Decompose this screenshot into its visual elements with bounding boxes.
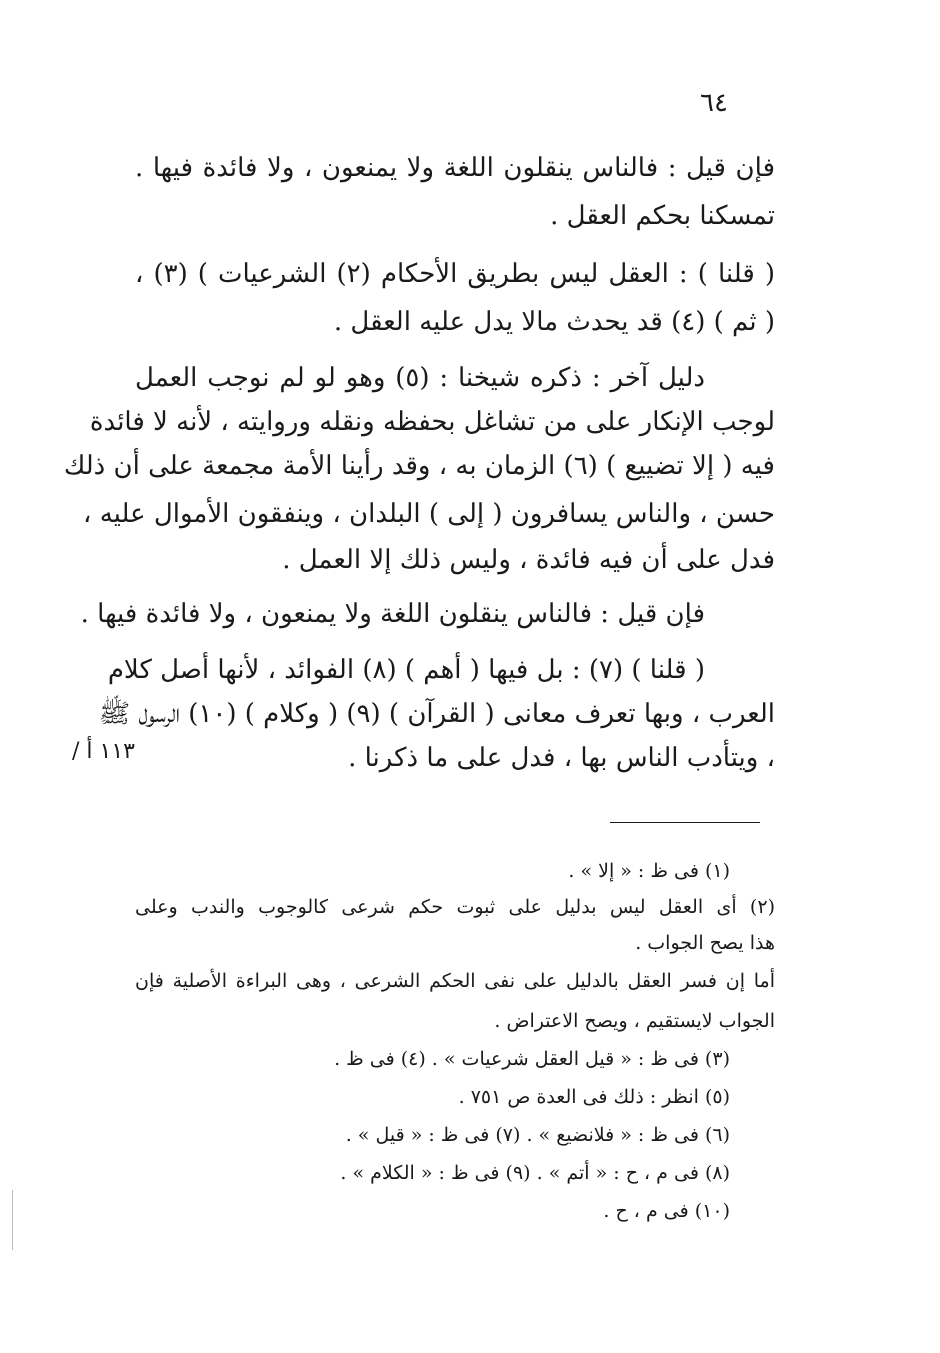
body-line: ، ويتأدب الناس بها ، فدل على ما ذكرنا . — [348, 743, 775, 773]
footnote: (٥) انظر : ذلك فى العدة ص ٧٥١ . — [458, 1086, 730, 1108]
footnote: هذا يصح الجواب . — [635, 932, 775, 954]
footnote-separator — [610, 822, 760, 823]
footnote: الجواب لايستقيم ، ويصح الاعتراض . — [494, 1010, 775, 1032]
body-line: فيه ( إلا تضييع ) (٦) الزمان به ، وقد رأينا الأمة مجمعة على أن ذلك — [63, 451, 775, 481]
body-line: دليل آخر : ذكره شيخنا : (٥) وهو لو لم نوجب العمل — [135, 363, 705, 393]
footnote: (٣) فى ظ : « قيل العقل شرعيات » . (٤) فى ظ . — [334, 1048, 730, 1070]
footnote: (١) فى ظ : « إلا » . — [568, 860, 730, 882]
footnote: (١٠) فى م ، ح . — [603, 1200, 730, 1222]
body-line: فإن قيل : فالناس ينقلون اللغة ولا يمنعون ، ولا فائدة فيها . — [80, 599, 705, 629]
footnote: أما إن فسر العقل بالدليل على نفى الحكم الشرعى ، وهى البراءة الأصلية فإن — [135, 970, 775, 992]
body-line: فإن قيل : فالناس ينقلون اللغة ولا يمنعون ، ولا فائدة فيها . — [135, 153, 775, 183]
body-line: لوجب الإنكار على من تشاغل بحفظه ونقله وروايته ، لأنه لا فائدة — [89, 407, 775, 437]
body-line: ( ثم ) (٤) قد يحدث مالا يدل عليه العقل . — [333, 307, 775, 337]
footnote: (٢) أى العقل ليس بدليل على ثبوت حكم شرعى كالوجوب والندب وعلى — [135, 896, 775, 918]
body-line: ( قلنا ) (٧) : بل فيها ( أهم ) (٨) الفوائد ، لأنها أصل كلام — [107, 655, 705, 685]
footnote: (٦) فى ظ : « فلانضيع » . (٧) فى ظ : « قيل » . — [345, 1124, 730, 1146]
body-line: تمسكنا بحكم العقل . — [550, 201, 775, 231]
body-line: حسن ، والناس يسافرون ( إلى ) البلدان ، وينفقون الأموال عليه ، — [83, 499, 775, 529]
body-line: ( قلنا ) : العقل ليس بطريق الأحكام (٢) الشرعيات ) (٣) ، — [135, 259, 775, 289]
scan-edge-mark — [12, 1190, 13, 1250]
body-line: فدل على أن فيه فائدة ، وليس ذلك إلا العمل . — [282, 545, 775, 575]
page-number: ٦٤ — [700, 88, 728, 118]
margin-folio-note: ١١٣ أ / — [72, 739, 135, 764]
body-line: العرب ، وبها تعرف معانى ( القرآن ) (٩) ( وكلام ) (١٠) الرسول ﷺ — [98, 699, 775, 729]
footnote: (٨) فى م ، ح : « أتم » . (٩) فى ظ : « الكلام » . — [340, 1162, 730, 1184]
